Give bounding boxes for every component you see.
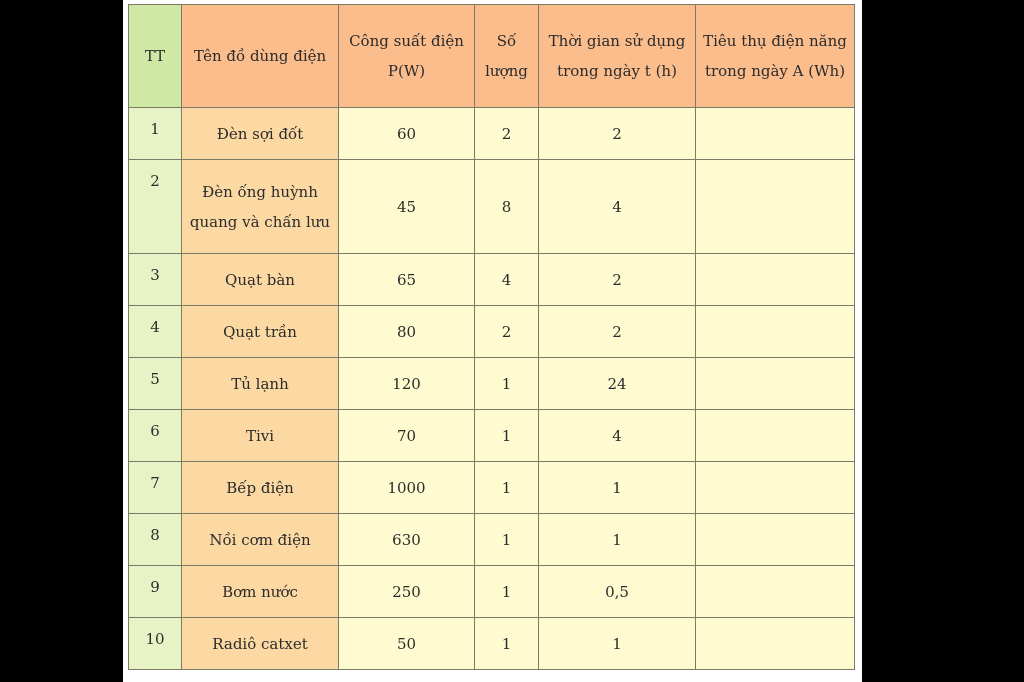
cell-energy (696, 566, 855, 618)
cell-energy (696, 254, 855, 306)
cell-tt: 1 (129, 108, 182, 160)
cell-power: 60 (339, 108, 475, 160)
cell-time: 4 (539, 410, 696, 462)
cell-name: Nồi cơm điện (182, 514, 339, 566)
cell-power: 1000 (339, 462, 475, 514)
cell-tt: 10 (129, 618, 182, 670)
cell-name: Tivi (182, 410, 339, 462)
header-time: Thời gian sử dụng trong ngày t (h) (539, 5, 696, 108)
cell-time: 1 (539, 462, 696, 514)
cell-time: 1 (539, 514, 696, 566)
table-row (129, 410, 855, 462)
table-row (129, 160, 855, 254)
cell-tt: 6 (129, 410, 182, 462)
cell-power: 45 (339, 160, 475, 254)
table-row (129, 566, 855, 618)
cell-time: 24 (539, 358, 696, 410)
cell-power: 630 (339, 514, 475, 566)
header-tt: TT (129, 5, 182, 108)
cell-name: Đèn ống huỳnh quang và chấn lưu (182, 160, 339, 254)
cell-tt: 5 (129, 358, 182, 410)
cell-qty: 1 (475, 514, 539, 566)
cell-name: Bếp điện (182, 462, 339, 514)
header-energy: Tiêu thụ điện năng trong ngày A (Wh) (696, 5, 855, 108)
cell-qty: 8 (475, 160, 539, 254)
cell-qty: 1 (475, 410, 539, 462)
table-row (129, 108, 855, 160)
cell-time: 2 (539, 254, 696, 306)
cell-name: Bơm nước (182, 566, 339, 618)
cell-qty: 2 (475, 306, 539, 358)
cell-tt: 4 (129, 306, 182, 358)
cell-time: 4 (539, 160, 696, 254)
cell-name: Đèn sợi đốt (182, 108, 339, 160)
cell-power: 65 (339, 254, 475, 306)
cell-energy (696, 306, 855, 358)
table-row (129, 306, 855, 358)
table-row (129, 514, 855, 566)
appliance-table (128, 4, 855, 670)
cell-power: 50 (339, 618, 475, 670)
cell-tt: 9 (129, 566, 182, 618)
cell-qty: 1 (475, 566, 539, 618)
cell-tt: 3 (129, 254, 182, 306)
header-name: Tên đồ dùng điện (182, 5, 339, 108)
cell-power: 80 (339, 306, 475, 358)
cell-power: 70 (339, 410, 475, 462)
cell-time: 0,5 (539, 566, 696, 618)
cell-time: 1 (539, 618, 696, 670)
cell-qty: 1 (475, 358, 539, 410)
cell-tt: 7 (129, 462, 182, 514)
cell-name: Quạt bàn (182, 254, 339, 306)
cell-time: 2 (539, 108, 696, 160)
cell-energy (696, 462, 855, 514)
cell-energy (696, 108, 855, 160)
document-page (123, 0, 862, 682)
cell-energy (696, 618, 855, 670)
table-row (129, 462, 855, 514)
cell-qty: 1 (475, 618, 539, 670)
cell-energy (696, 514, 855, 566)
cell-energy (696, 358, 855, 410)
cell-name: Tủ lạnh (182, 358, 339, 410)
cell-tt: 2 (129, 160, 182, 254)
cell-qty: 4 (475, 254, 539, 306)
cell-time: 2 (539, 306, 696, 358)
header-qty: Số lượng (475, 5, 539, 108)
table-row (129, 618, 855, 670)
cell-tt: 8 (129, 514, 182, 566)
cell-energy (696, 410, 855, 462)
header-row (129, 5, 855, 108)
cell-qty: 1 (475, 462, 539, 514)
table-row (129, 254, 855, 306)
cell-power: 120 (339, 358, 475, 410)
cell-qty: 2 (475, 108, 539, 160)
header-power: Công suất điện P(W) (339, 5, 475, 108)
cell-name: Quạt trần (182, 306, 339, 358)
cell-name: Radiô catxet (182, 618, 339, 670)
table-row (129, 358, 855, 410)
cell-power: 250 (339, 566, 475, 618)
cell-energy (696, 160, 855, 254)
